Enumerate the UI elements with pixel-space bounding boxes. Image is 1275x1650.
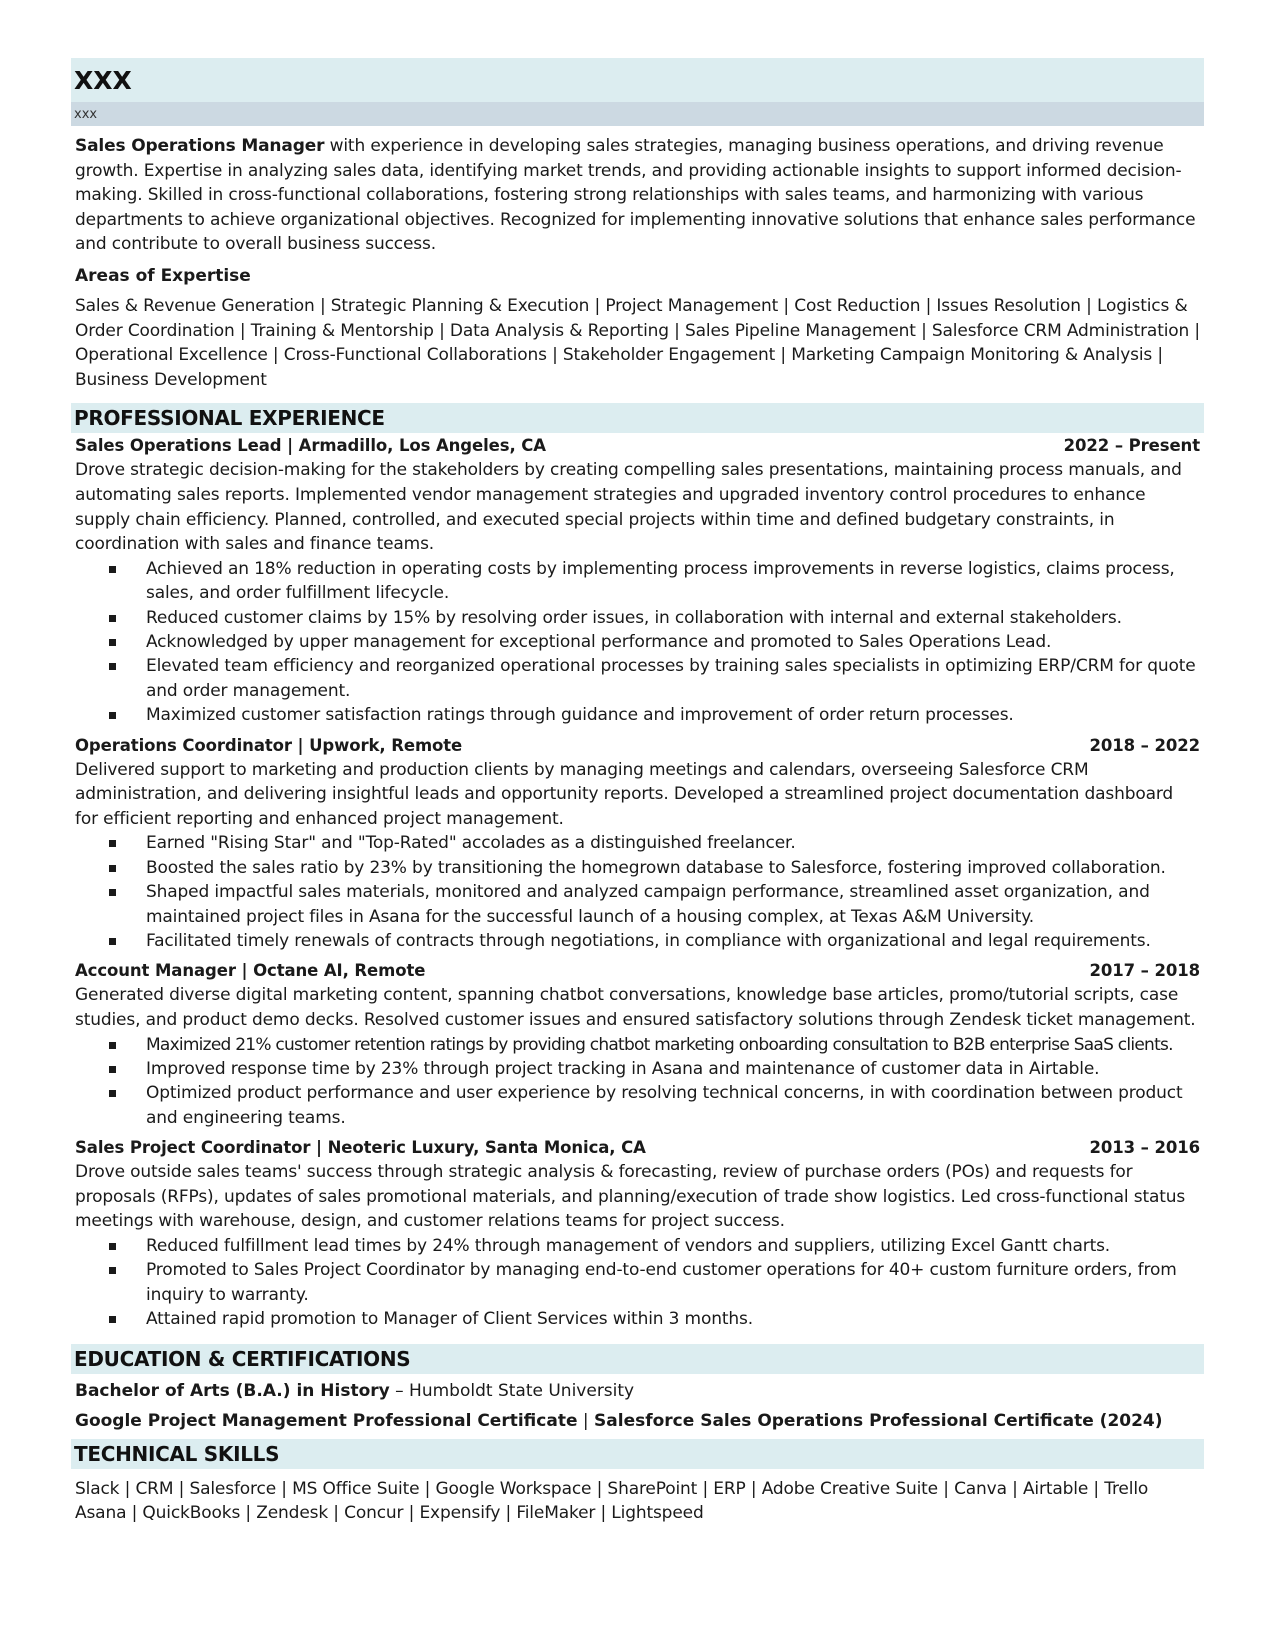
achievement-item: Reduced customer claims by 15% by resolving order issues, in collaboration with internal and external stakeholders. xyxy=(71,606,1204,630)
achievement-item: Acknowledged by upper management for exceptional performance and promoted to Sales Operations Lead. xyxy=(71,630,1204,654)
achievement-item: Shaped impactful sales materials, monitored and analyzed campaign performance, streamlined asset organization, and maintained project files in Asana for the successful launch of a housing complex, at Texas A&M University. xyxy=(71,880,1204,929)
skills-heading: TECHNICAL SKILLS xyxy=(71,1439,1204,1469)
bullet-square-icon xyxy=(109,566,116,573)
bullet-square-icon xyxy=(109,840,116,847)
bullet-square-icon xyxy=(109,1316,116,1323)
summary-paragraph xyxy=(71,134,1204,257)
skills-list: Slack | CRM | Salesforce | MS Office Suite | Google Workspace | SharePoint | ERP | Adobe Creative Suite | Canva | Airtable | Trello Asana | QuickBooks | Zendesk | Concur | Expensify | FileMaker | Lightspeed xyxy=(75,1478,1149,1524)
job-entry xyxy=(71,434,1204,727)
job-header xyxy=(71,734,1204,758)
bullet-square-icon xyxy=(109,639,116,646)
certifications-line xyxy=(71,1409,1204,1433)
achievement-item: Earned "Rising Star" and "Top-Rated" accolades as a distinguished freelancer. xyxy=(71,831,1204,855)
summary-title: Sales Operations Manager xyxy=(75,136,325,156)
job-description: Drove outside sales teams' success through strategic analysis & forecasting, review of purchase orders (POs) and requests for proposals (RFPs), updates of sales promotional materials, and planning/execution of trade show logistics. Led cross-functional status meetings with warehouse, design, and customer relations teams for project success. xyxy=(75,1162,1186,1232)
achievement-item: Reduced fulfillment lead times by 24% through management of vendors and suppliers, utilizing Excel Gantt charts. xyxy=(71,1234,1204,1258)
job-dates: 2022 – Present xyxy=(1063,436,1200,456)
job-role: Sales Project Coordinator | Neoteric Luxury, Santa Monica, CA xyxy=(75,1138,646,1158)
expertise-list: Sales & Revenue Generation | Strategic Planning & Execution | Project Management | Cost Reduction | Issues Resolution | Logistics & Order Coordination | Training & Mentorship | Data Analysis & Reporting | Sales Pipeline Management | Salesforce CRM Administration | Operational Excellence | Cross-Functional Collaborations | Stakeholder Engagement | Marketing Campaign Monitoring & Analysis | Business Development xyxy=(75,295,1200,390)
job-achievements xyxy=(71,1033,1204,1131)
job-header xyxy=(71,959,1204,983)
achievement-item: Elevated team efficiency and reorganized operational processes by training sales specialists in optimizing ERP/CRM for quote and order management. xyxy=(71,654,1204,703)
bullet-square-icon xyxy=(109,889,116,896)
certification-salesforce: Salesforce Sales Operations Professional Certificate (2024) xyxy=(594,1410,1163,1431)
bullet-square-icon xyxy=(109,1066,116,1073)
job-role: Operations Coordinator | Upwork, Remote xyxy=(75,735,463,755)
achievement-item: Maximized 21% customer retention ratings by providing chatbot marketing onboarding consultation to B2B enterprise SaaS clients. xyxy=(71,1033,1204,1057)
job-achievements xyxy=(71,557,1204,728)
degree-school: – Humboldt State University xyxy=(389,1380,635,1401)
achievement-item: Improved response time by 23% through project tracking in Asana and maintenance of customer data in Airtable. xyxy=(71,1057,1204,1081)
expertise-heading: Areas of Expertise xyxy=(75,265,251,286)
bullet-square-icon xyxy=(109,712,116,719)
job-header xyxy=(71,1136,1204,1160)
degree-title: Bachelor of Arts (B.A.) in History xyxy=(75,1380,390,1401)
achievement-item: Promoted to Sales Project Coordinator by managing end-to-end customer operations for 40+ custom furniture orders, from inquiry to warranty. xyxy=(71,1258,1204,1307)
summary-text: with experience in developing sales strategies, managing business operations, and driving revenue growth. Expertise in analyzing sales data, identifying market trends, and providing actionable insights to support informed decision-making. Skilled in cross-functional collaborations, fostering strong relationships with sales teams, and harmonizing with various departments to achieve organizational objectives. Recognized for implementing innovative solutions that enhance sales performance and contribute to overall business success. xyxy=(75,136,1196,255)
job-dates: 2017 – 2018 xyxy=(1089,961,1200,981)
job-description: Delivered support to marketing and production clients by managing meetings and calendars, overseeing Salesforce CRM administration, and delivering insightful leads and opportunity reports. Developed a streamlined project documentation dashboard for efficient reporting and enhanced project management. xyxy=(75,759,1174,829)
experience-heading: PROFESSIONAL EXPERIENCE xyxy=(71,403,1204,433)
job-achievements xyxy=(71,1234,1204,1332)
degree-line xyxy=(71,1379,1204,1403)
job-entry xyxy=(71,734,1204,954)
achievement-item: Achieved an 18% reduction in operating costs by implementing process improvements in reverse logistics, claims process, sales, and order fulfillment lifecycle. xyxy=(71,557,1204,606)
job-dates: 2018 – 2022 xyxy=(1089,735,1200,755)
job-entry xyxy=(71,959,1204,1130)
job-role: Account Manager | Octane AI, Remote xyxy=(75,961,426,981)
achievement-item: Maximized customer satisfaction ratings through guidance and improvement of order return processes. xyxy=(71,703,1204,727)
candidate-name: XXX xyxy=(71,58,1204,102)
bullet-square-icon xyxy=(109,1243,116,1250)
contact-line: xxx xyxy=(71,102,1204,126)
job-description: Drove strategic decision-making for the stakeholders by creating compelling sales presentations, maintaining process manuals, and automating sales reports. Implemented vendor management strategies and upgraded inventory control procedures to enhance supply chain efficiency. Planned, controlled, and executed special projects within time and defined budgetary constraints, in coordination with sales and finance teams. xyxy=(75,460,1182,555)
certification-separator: | xyxy=(577,1410,595,1431)
bullet-square-icon xyxy=(109,1042,116,1049)
bullet-square-icon xyxy=(109,865,116,872)
achievement-item: Boosted the sales ratio by 23% by transitioning the homegrown database to Salesforce, fostering improved collaboration. xyxy=(71,856,1204,880)
job-dates: 2013 – 2016 xyxy=(1089,1138,1200,1158)
achievement-item: Facilitated timely renewals of contracts through negotiations, in compliance with organizational and legal requirements. xyxy=(71,929,1204,953)
resume-page xyxy=(71,58,1204,1526)
bullet-square-icon xyxy=(109,615,116,622)
achievement-item: Optimized product performance and user experience by resolving technical concerns, in with coordination between product and engineering teams. xyxy=(71,1081,1204,1130)
certification-google: Google Project Management Professional Certificate xyxy=(75,1410,578,1431)
job-header xyxy=(71,434,1204,458)
bullet-square-icon xyxy=(109,663,116,670)
bullet-square-icon xyxy=(109,1267,116,1274)
bullet-square-icon xyxy=(109,938,116,945)
job-role: Sales Operations Lead | Armadillo, Los Angeles, CA xyxy=(75,436,546,456)
education-heading: EDUCATION & CERTIFICATIONS xyxy=(71,1344,1204,1374)
job-description: Generated diverse digital marketing content, spanning chatbot conversations, knowledge base articles, promo/tutorial scripts, case studies, and product demo decks. Resolved customer issues and ensured satisfactory solutions through Zendesk ticket management. xyxy=(75,985,1196,1030)
achievement-item: Attained rapid promotion to Manager of Client Services within 3 months. xyxy=(71,1307,1204,1331)
job-entry xyxy=(71,1136,1204,1331)
job-achievements xyxy=(71,831,1204,953)
bullet-square-icon xyxy=(109,1090,116,1097)
